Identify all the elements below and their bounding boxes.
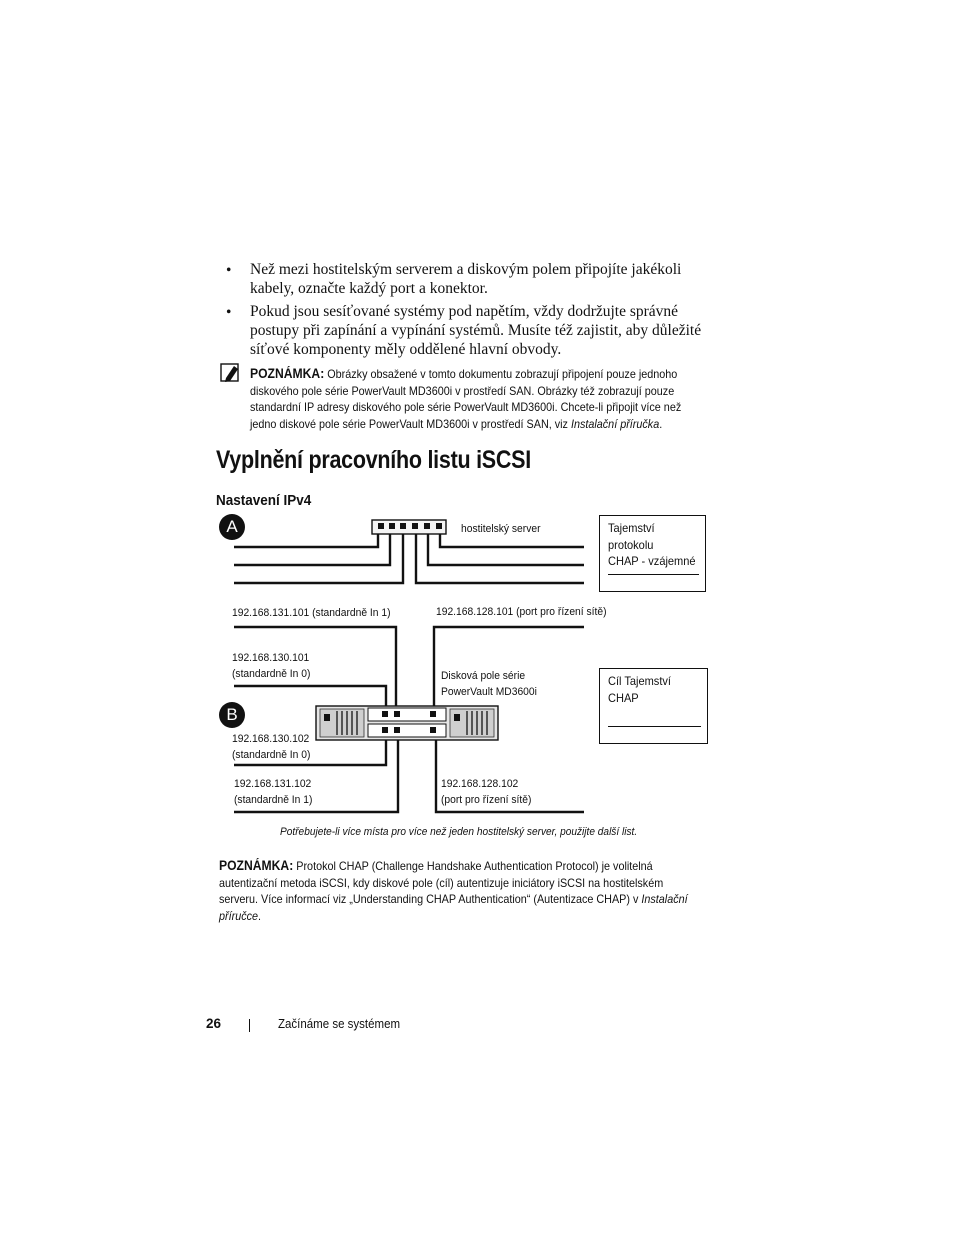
chap-target-input-line[interactable] xyxy=(608,726,701,727)
array-label xyxy=(441,669,537,700)
note-text: Obrázky obsažené v tomto dokumentu zobrazují připojení pouze jednoho diskového pole série PowerVault MD3600i v prostředí SAN. Obrázky též zobrazují pouze standardní IP adresy diskového pole série PowerVault MD3600i. Chcete-li připojit více než jedno diskové pole série PowerVault MD3600i v prostředí SAN, viz xyxy=(250,367,682,431)
ip-130-101-label xyxy=(232,651,310,682)
ip-address: 192.168.128.102 xyxy=(441,778,519,790)
chap-label-line: CHAP - vzájemné xyxy=(608,554,696,568)
ip-default-port: (standardně In 0) xyxy=(232,748,311,761)
chap-mutual-label xyxy=(608,520,696,570)
ip-130-102-label xyxy=(232,732,310,763)
note-label: POZNÁMKA: xyxy=(219,858,294,873)
section-subtitle: Nastavení IPv4 xyxy=(216,492,312,509)
chap-mutual-input-line[interactable] xyxy=(608,574,699,575)
chap-label-line: CHAP xyxy=(608,690,639,705)
page-number: 26 xyxy=(206,1016,222,1031)
chap-label-line: Tajemství xyxy=(608,521,655,535)
chap-mutual-box xyxy=(599,515,706,592)
ip-128-102-label xyxy=(441,777,531,808)
note-pencil-icon xyxy=(221,364,238,382)
ip-address: 192.168.131.102 xyxy=(234,778,312,790)
ip-address: 192.168.130.102 xyxy=(232,733,310,745)
ip-mgmt-port: (port pro řízení sítě) xyxy=(441,793,532,806)
note-end: . xyxy=(659,416,663,431)
note-end: . xyxy=(258,908,262,923)
diagram-caption: Potřebujete-li více místa pro více než jeden hostitelský server, použijte další list. xyxy=(280,826,638,838)
host-server-label: hostitelský server xyxy=(461,523,541,535)
bullet-item: Než mezi hostitelským serverem a diskovým polem připojíte jakékoli kabely, označte každý port a konektor. xyxy=(250,261,682,297)
ip-default-port: (standardně In 1) xyxy=(234,793,313,806)
chap-label-line: Cíl Tajemství xyxy=(608,674,671,688)
badge-b: B xyxy=(219,702,245,728)
bullet-marker: • xyxy=(226,304,232,321)
chap-label-line: protokolu xyxy=(608,537,654,552)
note-text: Protokol CHAP (Challenge Handshake Authentication Protocol) je volitelná autentizační metoda iSCSI, kdy diskové pole (cíl) autentizuje iniciátory iSCSI na hostitelském serveru. Více informací viz „Understanding CHAP Authentication“ (Autentizace CHAP) v xyxy=(219,859,664,906)
ip-default-port: (standardně In 0) xyxy=(232,667,311,680)
ip-128-101-label: 192.168.128.101 (port pro řízení sítě) xyxy=(436,606,607,618)
page-title: Vyplnění pracovního listu iSCSI xyxy=(216,446,531,474)
badge-a: A xyxy=(219,514,245,540)
footer-title: Začínáme se systémem xyxy=(278,1017,401,1031)
note-label: POZNÁMKA: xyxy=(250,366,325,381)
note-poznamka-2 xyxy=(219,858,705,924)
array-label-line: PowerVault MD3600i xyxy=(441,685,537,698)
footer-separator xyxy=(249,1019,250,1032)
ip-131-102-label xyxy=(234,777,312,808)
storage-array-icon xyxy=(316,706,498,740)
host-server-icon xyxy=(372,520,446,534)
note-ref: Instalační příručka xyxy=(570,416,660,431)
bullet-item: Pokud jsou sesíťované systémy pod napětím, vždy dodržujte správné postupy při zapínání a vypínání systémů. Musíte též zajistit, aby důležité síťové komponenty měly oddělené hlavní obvody. xyxy=(250,303,702,358)
chap-target-box xyxy=(599,668,708,744)
bullet-marker: • xyxy=(226,262,232,279)
array-label-line: Disková pole série xyxy=(441,670,526,682)
chap-target-label xyxy=(608,673,671,706)
note-poznamka-1 xyxy=(250,366,689,432)
ip-131-101-label: 192.168.131.101 (standardně In 1) xyxy=(232,607,391,619)
ip-address: 192.168.130.101 xyxy=(232,652,310,664)
note-ref: Instalační příručce xyxy=(219,892,688,923)
